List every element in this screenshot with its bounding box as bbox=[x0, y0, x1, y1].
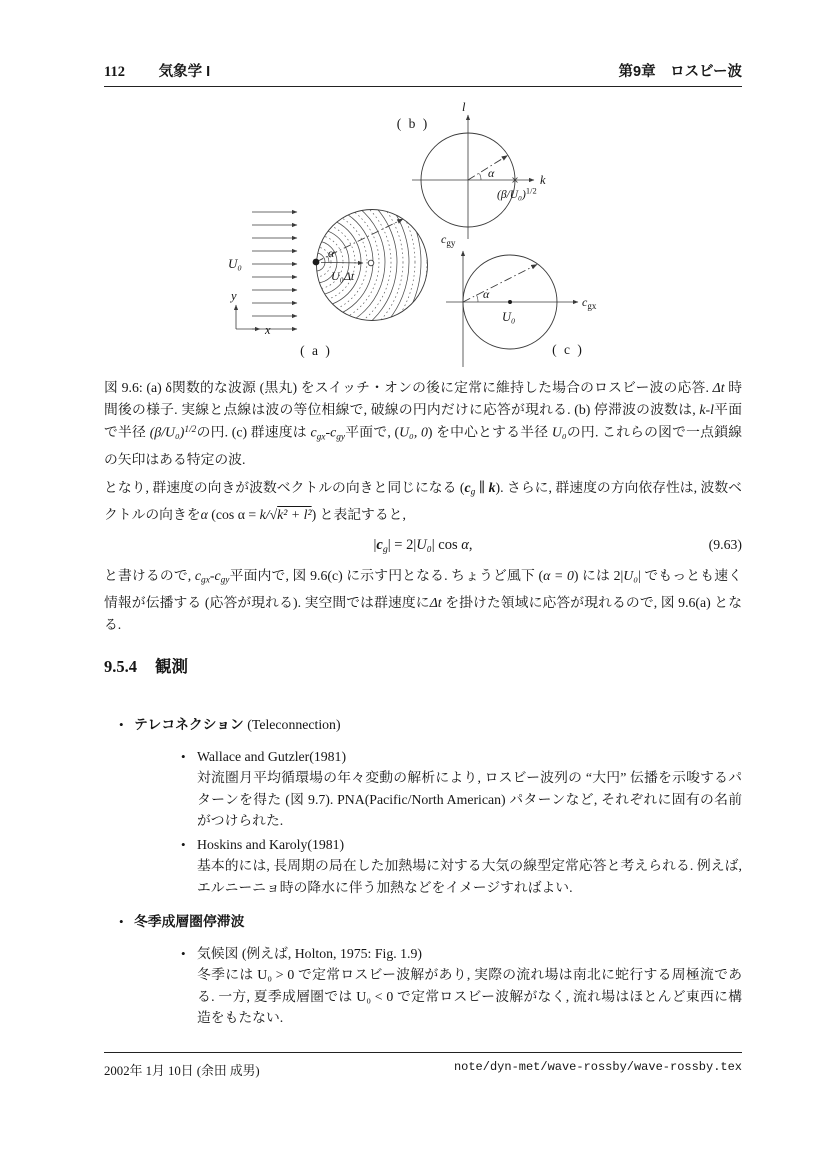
chapter-title: 第9章 ロスビー波 bbox=[618, 64, 742, 80]
sublist bbox=[134, 943, 742, 1029]
caption-text: 図 9.6: (a) δ関数的な波源 (黒丸) をスイッチ・オンの後に定常に維持した場合のロスビー波の応答. bbox=[104, 380, 713, 395]
alpha-label-a: α bbox=[328, 246, 335, 260]
page-footer bbox=[104, 1052, 742, 1079]
list-item-climatology bbox=[134, 943, 742, 1029]
header-left bbox=[104, 60, 210, 81]
paragraph-2: と書けるので, $c_{gx}-c_{gy}$平面内で, 図 9.6(c) に示す円となる. ちょうど風下 (α = 0) には 2|U₀| でもっとも速く情報が伝播する (応答が現れる). 実空間では群速度にΔt を掛けた領域に応答が現れるので, 図 9.6(a) となる. bbox=[104, 568, 743, 632]
bullet-icon: • bbox=[181, 748, 186, 764]
reference-body: 冬季には U₀ > 0 で定常ロスビー波解があり, 実際の流れ場は南北に蛇行する周極流である. 一方, 夏季成層圏では U₀ < 0 で定常ロスビー波解がなく, 流れ場はほとんど東西に構造をもたない. bbox=[197, 967, 742, 1025]
mean-flow-arrows bbox=[252, 212, 297, 329]
x-axis-label: x bbox=[265, 323, 271, 337]
list-item-winter-stratosphere bbox=[104, 911, 742, 1029]
u0dt-arrow bbox=[321, 262, 363, 263]
bullet-icon: • bbox=[181, 836, 186, 852]
section-number: 9.5.4 bbox=[104, 657, 137, 676]
reference-body: 対流圏月平均循環場の年々変動の解析により, ロスビー波列の “大円” 伝播を示唆するパターンを得た (図 9.7). PNA(Pacific/North American) パターンなど, それぞれに固有の名前がつけられた. bbox=[197, 770, 742, 828]
list-item-wallace-gutzler bbox=[134, 746, 742, 832]
figure-caption: 図 9.6: (a) δ関数的な波源 (黒丸) をスイッチ・オンの後に定常に維持した場合のロスビー波の応答. Δt 時間後の様子. 実線と点線は波の等位相線で, 破線の円内だけに応答が現れる. (b) 停滞波の波数は, k-l平面で半径 $(\beta/U_0)^{1/2}$の円. (c) 群速度は $c_{gx}-c_{gy}$平面で, (U₀, 0) を中心とする半径 U₀の円. これらの図で一点鎖線の矢印はある特定の波. bbox=[104, 380, 743, 467]
footer-date: 2002年 1月 10日 (余田 成男) bbox=[104, 1064, 260, 1078]
course-title: 気象学 I bbox=[158, 64, 211, 80]
item-label: テレコネクション bbox=[134, 717, 244, 732]
section-heading bbox=[104, 653, 742, 677]
item-label-rest: (Teleconnection) bbox=[243, 717, 341, 732]
observation-list bbox=[104, 714, 742, 1029]
xy-axes bbox=[236, 305, 260, 329]
sublist bbox=[134, 746, 742, 899]
u0-flow-label: U₀ bbox=[228, 256, 242, 271]
cgy-axis-label: $c_{gy}$ bbox=[441, 232, 456, 248]
radius-label-b: $(\beta/U_0)^{1/2}$ bbox=[497, 185, 537, 201]
reference-title: 気候図 (例えば, Holton, 1975: Fig. 1.9) bbox=[197, 945, 422, 961]
selected-wave-arrow-c bbox=[463, 265, 537, 303]
u0-center-label: U₀ bbox=[502, 310, 516, 324]
page-header bbox=[104, 60, 742, 87]
item-label: 冬季成層圏停滞波 bbox=[134, 914, 245, 929]
angle-arc-b bbox=[480, 174, 482, 180]
l-axis-label: l bbox=[462, 100, 466, 114]
alpha-label-b: α bbox=[488, 166, 495, 180]
reference-title: Hoskins and Karoly(1981) bbox=[197, 836, 345, 852]
section-title: 観測 bbox=[155, 658, 188, 676]
reference-body: 基本的には, 長周期の局在した加熱場に対する大気の線型定常応答と考えられる. 例えば, エルニーニョ時の降水に伴う加熱などをイメージすればよい. bbox=[197, 858, 742, 895]
reference-title: Wallace and Gutzler(1981) bbox=[197, 748, 347, 764]
list-item-teleconnection bbox=[104, 714, 742, 898]
alpha-label-c: α bbox=[483, 287, 490, 301]
panel-b bbox=[412, 115, 534, 239]
equation-body: $|c_g| = 2|U_0|$ cos α, bbox=[373, 537, 473, 555]
panel-a-tag: ( a ) bbox=[300, 343, 332, 358]
angle-arc-c bbox=[476, 295, 478, 302]
equation-9-63 bbox=[104, 534, 742, 561]
bullet-icon: • bbox=[181, 945, 186, 961]
cgx-axis-label: $c_{gx}$ bbox=[582, 295, 597, 311]
figure-9-6-graphic bbox=[100, 100, 740, 370]
panel-c-tag: ( c ) bbox=[552, 342, 584, 357]
advected-center-dot bbox=[368, 260, 374, 266]
y-axis-label: y bbox=[231, 289, 237, 303]
bullet-icon: • bbox=[119, 717, 124, 732]
paragraph-1: となり, 群速度の向きが波数ベクトルの向きと同じになる ($c_g$ ∥ k). さらに, 群速度の方向依存性は, 波数ベクトルの向きをα (cos α = k/√k² + l²) と表記すると, bbox=[104, 480, 742, 523]
bullet-icon: • bbox=[119, 914, 124, 929]
panel-b-tag: ( b ) bbox=[396, 116, 430, 131]
k-axis-label: k bbox=[540, 173, 546, 187]
u0dt-label: U₀Δt bbox=[331, 269, 355, 283]
page-number: 112 bbox=[104, 64, 125, 80]
equation-number: (9.63) bbox=[708, 537, 742, 552]
footer-file-path: note/dyn-met/wave-rossby/wave-rossby.tex bbox=[453, 1060, 742, 1074]
circle-center-dot bbox=[508, 300, 512, 304]
wave-source-dot bbox=[313, 259, 320, 266]
list-item-hoskins-karoly bbox=[134, 834, 742, 899]
